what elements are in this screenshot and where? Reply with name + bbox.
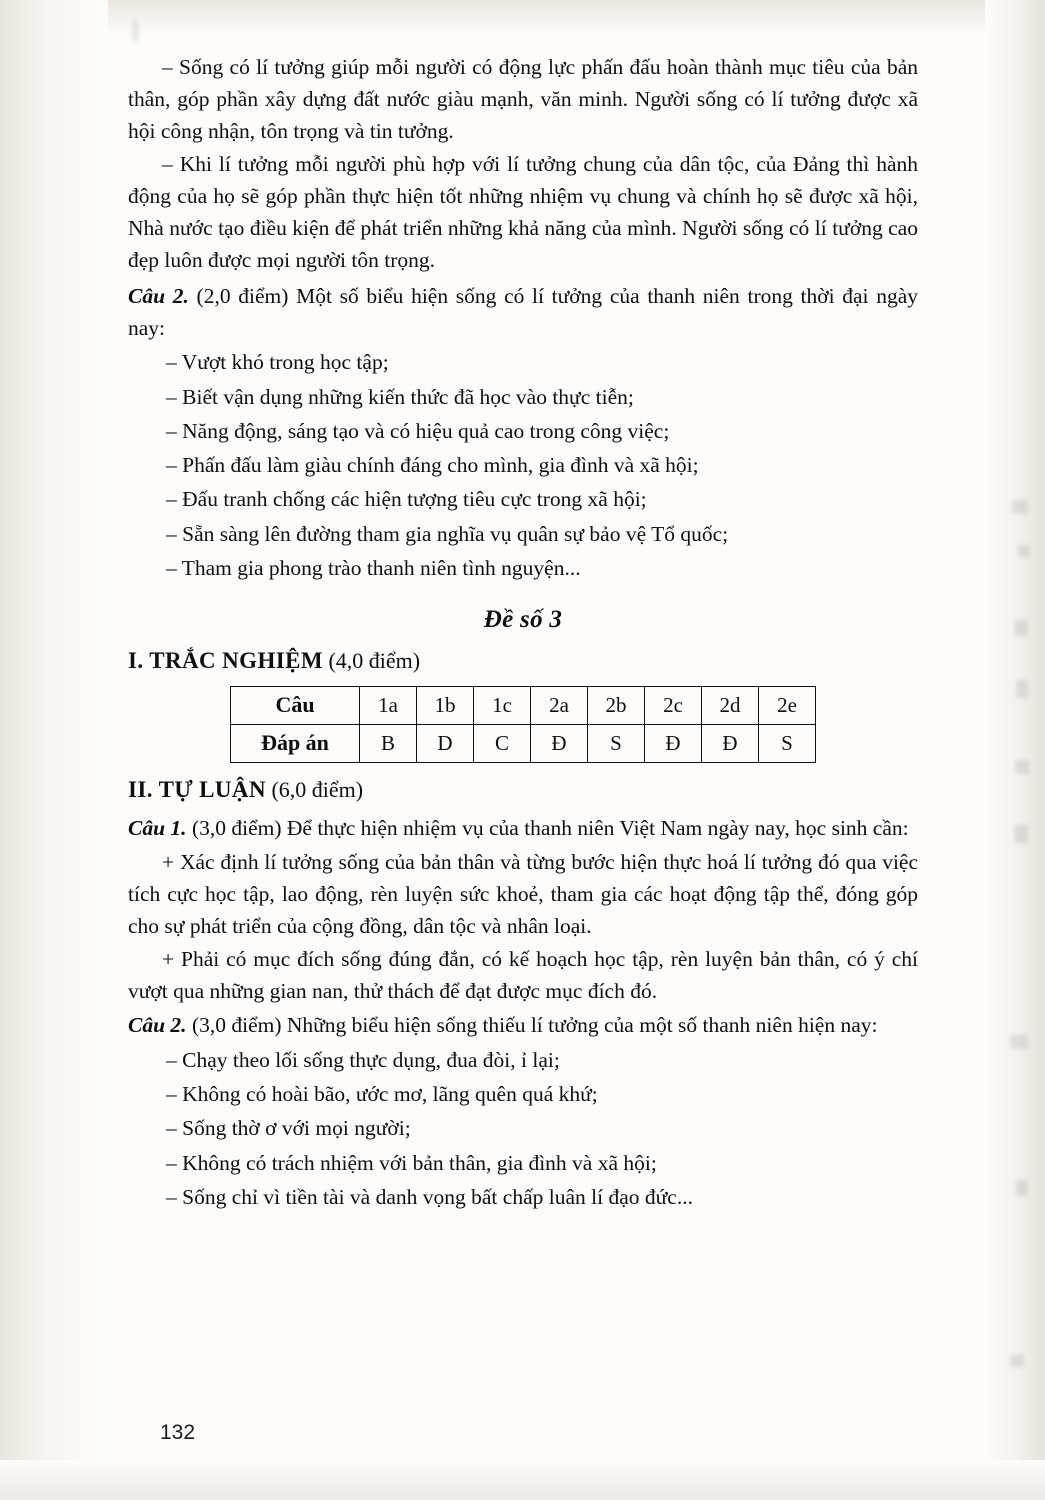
paragraph-ideal-alignment: – Khi lí tưởng mỗi người phù hợp với lí tưởng chung của dân tộc, của Đảng thì hành động của họ sẽ góp phần thực hiện tốt những nhiệm vụ chung và chính họ sẽ được xã hội, Nhà nước tạo điều kiện để phát triển những khả năng của mình. Người sống có lí tưởng cao đẹp luôn được mọi người tôn trọng. bbox=[128, 152, 918, 272]
question-2-top bbox=[128, 281, 918, 345]
list-item: – Tham gia phong trào thanh niên tình nguyện... bbox=[166, 555, 581, 580]
part-2-question-2-line bbox=[128, 1010, 918, 1042]
question-2-top-text: (2,0 điểm) Một số biểu hiện sống có lí tưởng của thanh niên trong thời đại ngày nay: bbox=[128, 283, 919, 340]
scan-edge-bottom bbox=[0, 1460, 1045, 1500]
table-cell-answer: D bbox=[417, 725, 474, 763]
scan-artifact bbox=[1014, 825, 1028, 843]
question-2-top-label: Câu 2. bbox=[128, 283, 189, 308]
table-row bbox=[231, 687, 816, 725]
table-cell-question: 2a bbox=[531, 687, 588, 725]
table-cell-answer: S bbox=[759, 725, 816, 763]
table-cell-answer: Đ bbox=[645, 725, 702, 763]
part-2-question-2-label: Câu 2. bbox=[128, 1013, 187, 1037]
table-cell-question: 1a bbox=[360, 687, 417, 725]
scan-artifact bbox=[133, 20, 138, 42]
list-item: – Không có trách nhiệm với bản thân, gia đình và xã hội; bbox=[166, 1150, 657, 1175]
table-cell-question: 2b bbox=[588, 687, 645, 725]
scan-artifact bbox=[1010, 1355, 1024, 1367]
scan-edge-right bbox=[985, 0, 1045, 1500]
page-number: 132 bbox=[160, 1421, 196, 1444]
table-cell-question: 2e bbox=[759, 687, 816, 725]
table-row bbox=[231, 725, 816, 763]
part-2-heading-points: (6,0 điểm) bbox=[271, 777, 364, 803]
part-2-heading-bold: II. TỰ LUẬN bbox=[128, 777, 266, 803]
table-cell-answer: C bbox=[474, 725, 531, 763]
list-item: – Đấu tranh chống các hiện tượng tiêu cực trong xã hội; bbox=[166, 487, 647, 512]
table-cell-question: 1b bbox=[417, 687, 474, 725]
scan-edge-top bbox=[0, 0, 1045, 36]
list-item: – Sống thờ ơ với mọi người; bbox=[166, 1116, 411, 1141]
table-cell-answer: S bbox=[588, 725, 645, 763]
scan-artifact bbox=[1014, 620, 1028, 636]
scan-artifact bbox=[1010, 1035, 1028, 1049]
list-item: – Sẵn sàng lên đường tham gia nghĩa vụ quân sự bảo vệ Tổ quốc; bbox=[166, 521, 729, 546]
scan-edge-left bbox=[0, 0, 108, 1500]
scan-artifact bbox=[1016, 1180, 1028, 1196]
list-item: – Không có hoài bão, ước mơ, lãng quên quá khứ; bbox=[166, 1082, 598, 1107]
scan-artifact bbox=[1016, 680, 1028, 698]
list-item: – Năng động, sáng tạo và có hiệu quả cao trong công việc; bbox=[166, 418, 670, 443]
part-2-question-2-text: (3,0 điểm) Những biểu hiện sống thiếu lí tưởng của một số thanh niên hiện nay: bbox=[191, 1013, 878, 1037]
table-cell-answer: Đ bbox=[531, 725, 588, 763]
part-1-heading bbox=[128, 644, 918, 678]
part-1-heading-points: (4,0 điểm) bbox=[328, 648, 421, 674]
question-2-top-line bbox=[128, 281, 918, 345]
table-row-label-dapan: Đáp án bbox=[231, 725, 360, 763]
scan-artifact bbox=[1012, 500, 1028, 514]
part-2-question-1-text: (3,0 điểm) Để thực hiện nhiệm vụ của thanh niên Việt Nam ngày nay, học sinh cần: bbox=[191, 816, 909, 841]
scan-artifact bbox=[1015, 760, 1029, 774]
page-content bbox=[128, 52, 918, 1215]
list-item: – Biết vận dụng những kiến thức đã học vào thực tiễn; bbox=[166, 384, 634, 409]
exam-title: Đề số 3 bbox=[483, 606, 563, 634]
scan-artifact bbox=[1018, 545, 1030, 557]
paragraph-plus-1: + Xác định lí tưởng sống của bản thân và từng bước hiện thực hoá lí tưởng đó qua việc tích cực học tập, lao động, rèn luyện sức khoẻ, tham gia các hoạt động tập thể, đóng góp cho sự phát triển của cộng đồng, dân tộc và nhân loại. bbox=[128, 849, 918, 938]
list-item: – Chạy theo lối sống thực dụng, đua đòi, ỉ lại; bbox=[166, 1047, 560, 1072]
table-row-label-cau: Câu bbox=[231, 687, 360, 725]
part-2-question-1-label: Câu 1. bbox=[128, 816, 187, 841]
table-cell-question: 2d bbox=[702, 687, 759, 725]
table-cell-answer: B bbox=[360, 725, 417, 763]
paragraph-plus-2: + Phải có mục đích sống đúng đắn, có kế hoạch học tập, rèn luyện bản thân, có ý chí vượt qua những gian nan, thử thách để đạt được mục đích đó. bbox=[128, 947, 918, 1004]
list-item: – Sống chỉ vì tiền tài và danh vọng bất chấp luân lí đạo đức... bbox=[166, 1184, 693, 1209]
part-2-question-1-line bbox=[128, 813, 918, 845]
answer-key-table bbox=[230, 686, 816, 763]
part-1-heading-bold: I. TRẮC NGHIỆM bbox=[128, 648, 323, 674]
list-item: – Phấn đấu làm giàu chính đáng cho mình, gia đình và xã hội; bbox=[166, 453, 699, 478]
paragraph-ideal-benefits: – Sống có lí tưởng giúp mỗi người có động lực phấn đấu hoàn thành mục tiêu của bản thân, góp phần xây dựng đất nước giàu mạnh, văn minh. Người sống có lí tưởng được xã hội công nhận, tôn trọng và tin tưởng. bbox=[128, 55, 918, 143]
table-cell-question: 2c bbox=[645, 687, 702, 725]
part-2-heading bbox=[128, 773, 918, 807]
table-cell-answer: Đ bbox=[702, 725, 759, 763]
list-item: – Vượt khó trong học tập; bbox=[166, 350, 389, 375]
table-cell-question: 1c bbox=[474, 687, 531, 725]
